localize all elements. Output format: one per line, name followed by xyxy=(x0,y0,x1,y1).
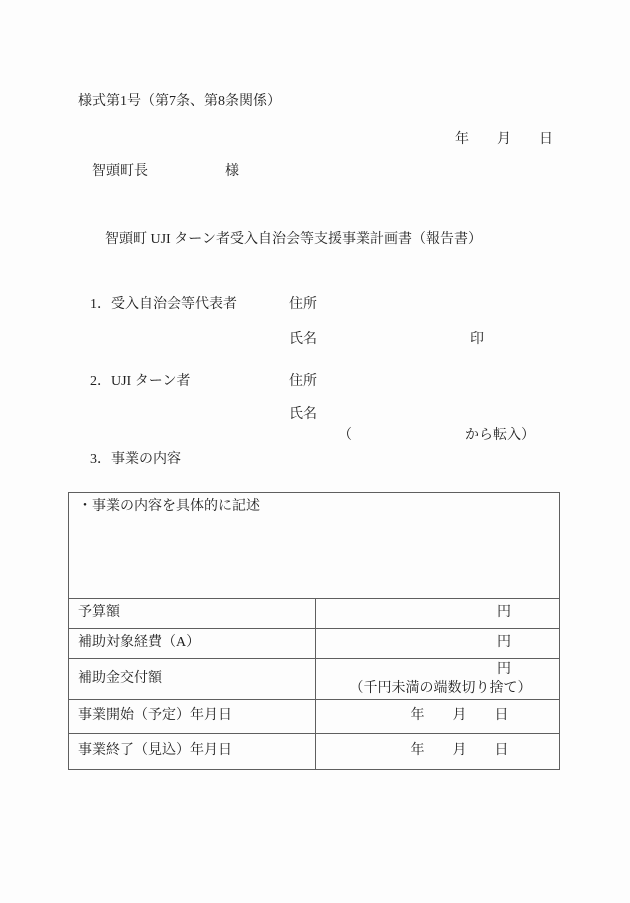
transfer-paren-open: （ xyxy=(338,428,352,443)
business-note-cell: ・事業の内容を具体的に記述 xyxy=(69,493,560,599)
table-row xyxy=(69,734,560,770)
row-grant-amount-label: 補助金交付額 xyxy=(69,659,316,700)
grant-amount-rounding-note: （千円未満の端数切り捨て） xyxy=(349,681,532,696)
section1-name-label: 氏名 xyxy=(289,332,317,347)
row-start-date-label: 事業開始（予定）年月日 xyxy=(69,700,316,734)
addressee-name: 智頭町長 xyxy=(92,164,148,179)
row-end-date-label: 事業終了（見込）年月日 xyxy=(69,734,316,770)
addressee-honorific: 様 xyxy=(225,164,239,179)
section1-label: 1．受入自治会等代表者 xyxy=(90,297,237,312)
row-eligible-expense-value: 円 xyxy=(316,629,560,659)
section2-label: 2．UJI ターン者 xyxy=(90,374,191,389)
section1-address-label: 住所 xyxy=(289,297,317,312)
row-grant-amount-value xyxy=(316,659,560,700)
table-row xyxy=(69,629,560,659)
row-end-date-value: 年 月 日 xyxy=(316,734,560,770)
row-eligible-expense-label: 補助対象経費（A） xyxy=(69,629,316,659)
section2-address-label: 住所 xyxy=(289,374,317,389)
row-start-date-value: 年 月 日 xyxy=(316,700,560,734)
section2-name-label: 氏名 xyxy=(289,407,317,422)
row-budget-value: 円 xyxy=(316,599,560,629)
table-row-note xyxy=(69,493,560,599)
transfer-from-label: から転入） xyxy=(465,428,535,443)
business-table xyxy=(68,492,560,770)
section3-label: 3．事業の内容 xyxy=(90,452,181,467)
grant-amount-yen: 円 xyxy=(497,662,511,677)
table-row xyxy=(69,599,560,629)
date-line: 年 月 日 xyxy=(455,132,553,147)
section1-seal-label: 印 xyxy=(470,332,484,347)
form-number: 様式第1号（第7条、第8条関係） xyxy=(78,94,281,109)
table-row xyxy=(69,700,560,734)
document-title: 智頭町 UJI ターン者受入自治会等支援事業計画書（報告書） xyxy=(105,232,482,247)
row-budget-label: 予算額 xyxy=(69,599,316,629)
table-row xyxy=(69,659,560,700)
